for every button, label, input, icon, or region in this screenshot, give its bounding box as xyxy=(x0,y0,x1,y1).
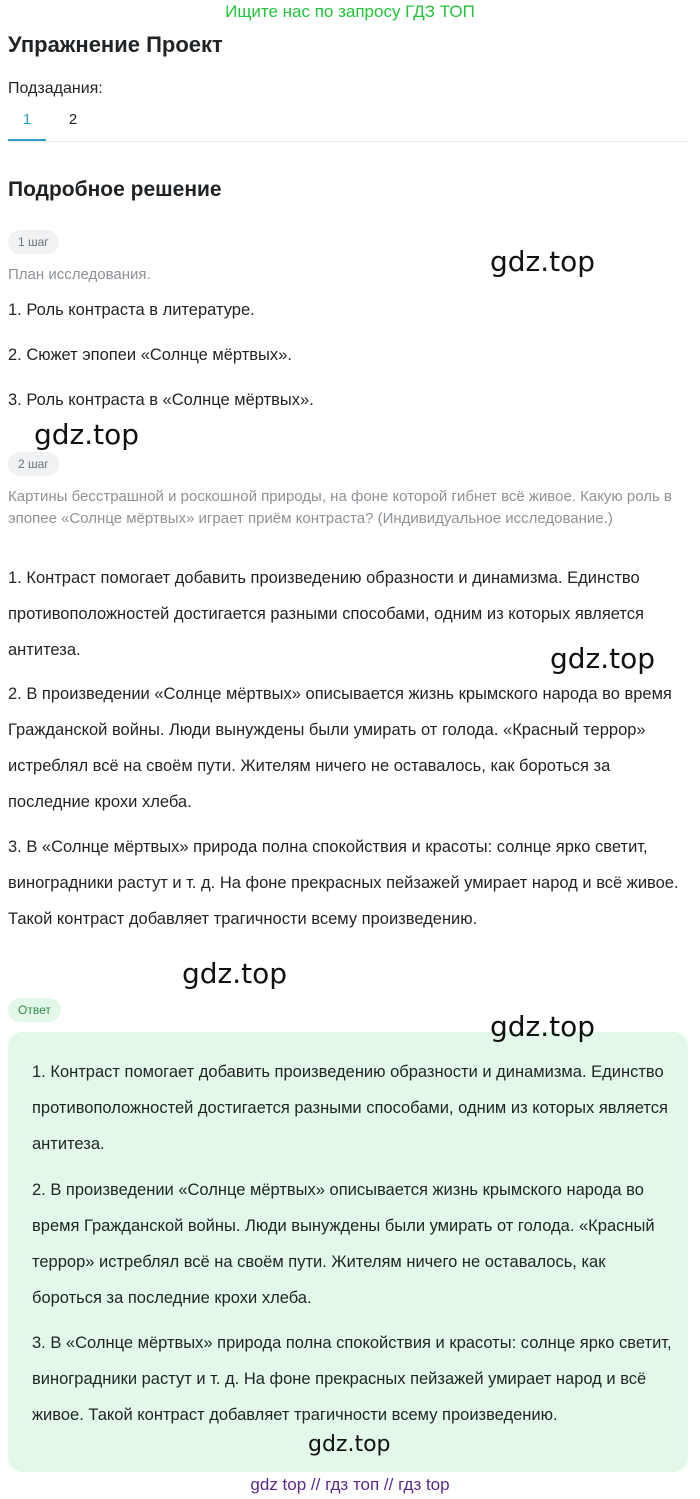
step-1-chip: 1 шаг xyxy=(8,230,59,254)
answer-chip: Ответ xyxy=(8,998,61,1022)
tab-subtask-1[interactable]: 1 xyxy=(8,108,46,141)
step-1-paragraph-2: 2. Сюжет эпопеи «Солнце мёртвых». xyxy=(8,346,292,364)
step-2-chip: 2 шаг xyxy=(8,452,59,476)
solution-title: Подробное решение xyxy=(8,178,222,201)
subtasks-label: Подзадания: xyxy=(8,80,103,97)
watermark-text: gdz.top xyxy=(490,1010,596,1043)
step-2-paragraph-1: 1. Контраст помогает добавить произведению образности и динамизма. Единство противоположностей достигается разными способами, одним из которых является антитеза. xyxy=(8,569,644,659)
page-title: Упражнение Проект xyxy=(8,32,223,57)
promo-banner: Ищите нас по запросу ГДЗ ТОП xyxy=(225,2,475,21)
watermark-text: gdz.top xyxy=(182,957,288,990)
answer-paragraph-2: 2. В произведении «Солнце мёртвых» описывается жизнь крымского народа во время Гражданской войны. Люди вынуждены были умирать от голода. «Красный террор» истреблял всё на своём пути. Жителям ничего не оставалось, как бороться за последние крохи хлеба. xyxy=(32,1181,655,1307)
step-1-paragraph-3: 3. Роль контраста в «Солнце мёртвых». xyxy=(8,391,314,409)
step-2-paragraph-2: 2. В произведении «Солнце мёртвых» описывается жизнь крымского народа во время Гражданской войны. Люди вынуждены были умирать от голода. «Красный террор» истреблял всё на своём пути. Жителям ничего не оставалось, как бороться за последние крохи хлеба. xyxy=(8,685,672,811)
watermark-text: gdz.top xyxy=(550,642,656,675)
watermark-text: gdz.top xyxy=(490,245,596,278)
watermark-text: gdz.top xyxy=(308,1432,391,1457)
answer-paragraph-1: 1. Контраст помогает добавить произведению образности и динамизма. Единство противоположностей достигается разными способами, одним из которых является антитеза. xyxy=(32,1063,668,1153)
watermark-text: gdz.top xyxy=(34,418,140,451)
subtask-tabs xyxy=(8,108,688,142)
answer-paragraph-3: 3. В «Солнце мёртвых» природа полна спокойствия и красоты: солнце ярко светит, виноградники растут и т. д. На фоне прекрасных пейзажей умирает народ и всё живое. Такой контраст добавляет трагичности всему произведению. xyxy=(32,1334,672,1424)
step-1-paragraph-1: 1. Роль контраста в литературе. xyxy=(8,301,255,319)
step-2-prompt: Картины бесстрашной и роскошной природы, на фоне которой гибнет всё живое. Какую роль в эпопее «Солнце мёртвых» играет приём контраста? (Индивидуальное исследование.) xyxy=(8,488,672,527)
tab-subtask-2[interactable]: 2 xyxy=(68,111,78,128)
answer-box xyxy=(8,1032,688,1472)
footer-links: gdz top // гдз топ // гдз top xyxy=(250,1475,450,1494)
step-1-prompt: План исследования. xyxy=(8,266,151,283)
step-2-paragraph-3: 3. В «Солнце мёртвых» природа полна спокойствия и красоты: солнце ярко светит, виноградники растут и т. д. На фоне прекрасных пейзажей умирает народ и всё живое. Такой контраст добавляет трагичности всему произведению. xyxy=(8,838,679,928)
